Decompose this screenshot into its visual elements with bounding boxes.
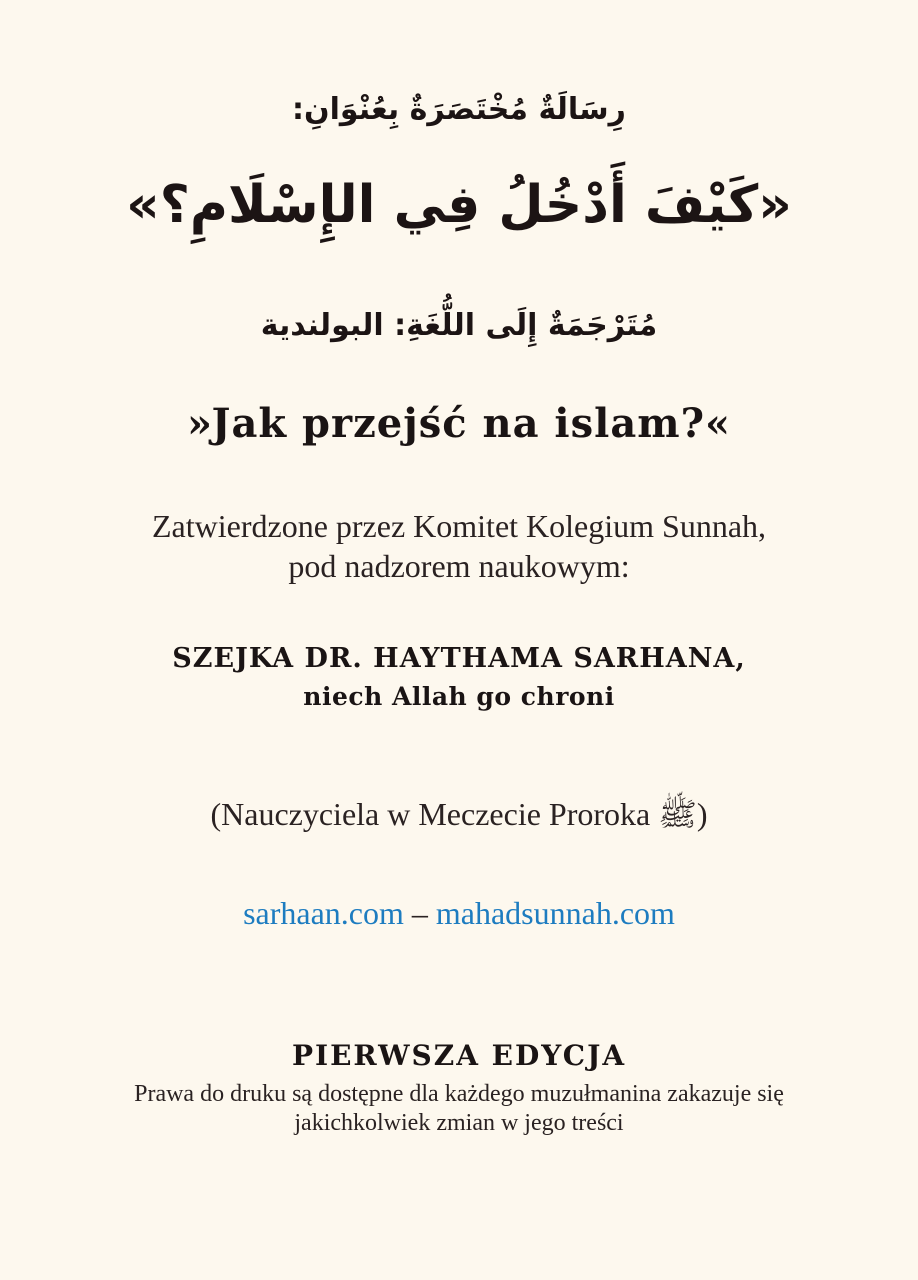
rights-line-1: Prawa do druku są dostępne dla każdego muzułmanina zakazuje się (134, 1081, 784, 1107)
sheikh-name-line-1: SZEJKA DR. HAYTHAMA SARHANA, (172, 643, 746, 674)
sheikh-name (0, 640, 918, 716)
arabic-subtitle: رِسَالَةٌ مُخْتَصَرَةٌ بِعُنْوَانِ: (292, 92, 626, 127)
arabic-translation-note: مُتَرْجَمَةٌ إِلَى اللُّغَةِ: البولندية (260, 308, 658, 343)
approval-note (0, 506, 918, 586)
approval-line-2: pod nadzorem naukowym: (288, 548, 630, 584)
teacher-note: (Nauczyciela w Meczecie Proroka ﷺ) (210, 796, 708, 832)
approval-line-1: Zatwierdzone przez Komitet Kolegium Sunnah, (151, 508, 767, 544)
links-separator: – (403, 895, 436, 931)
sheikh-name-line-2: niech Allah go chroni (303, 682, 615, 711)
edition-heading: PIERWSZA EDYCJA (291, 1039, 627, 1072)
rights-line-2: jakichkolwiek zmian w jego treści (294, 1110, 624, 1136)
rights-notice (0, 1080, 918, 1138)
link-mahadsunnah[interactable]: mahadsunnah.com (435, 895, 675, 931)
link-sarhaan[interactable]: sarhaan.com (243, 895, 404, 931)
arabic-title: «كَيْفَ أَدْخُلُ فِي الإِسْلَامِ؟» (126, 175, 792, 235)
polish-title: »Jak przejść na islam?« (186, 400, 732, 447)
website-links (0, 893, 918, 933)
